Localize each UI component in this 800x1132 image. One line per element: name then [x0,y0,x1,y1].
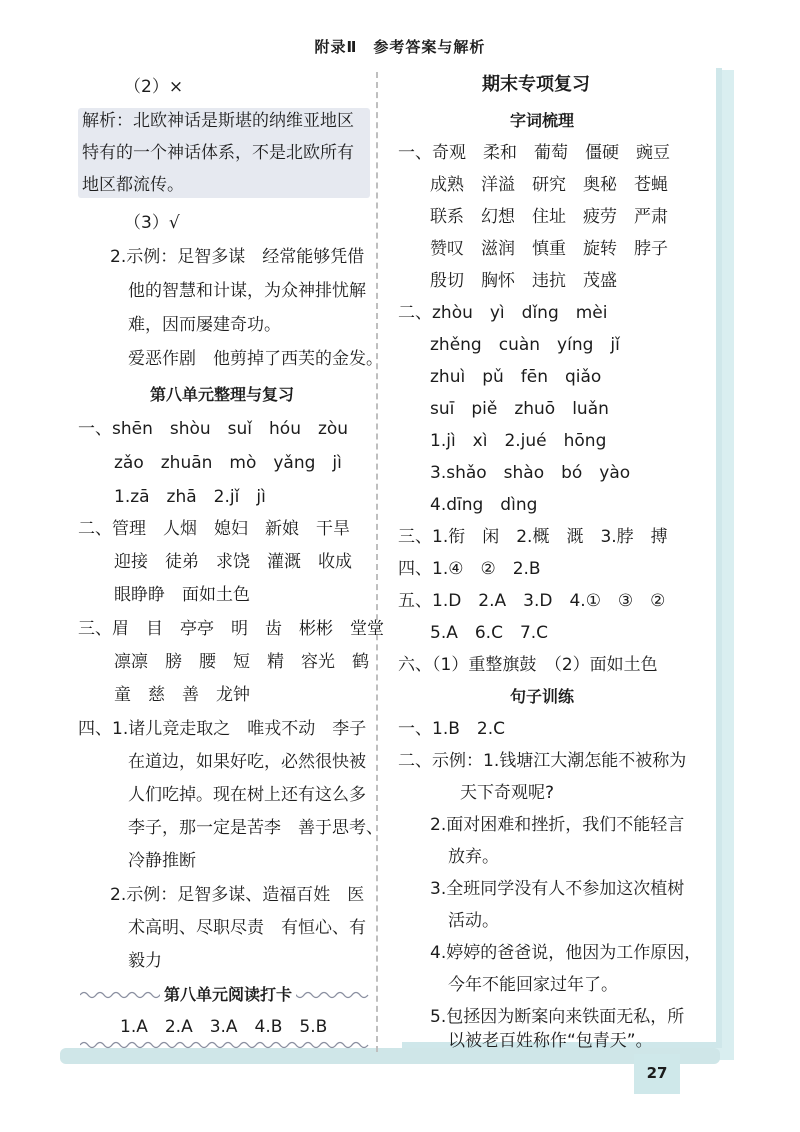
answer-line: 3.全班同学没有人不参加这次植树 [430,879,685,899]
example-line: 2.示例：足智多谋 经常能够凭借 [110,247,365,267]
answer-line: 四、1.④ ② 2.B [398,559,541,579]
right-title: 期末专项复习 [482,74,590,95]
answer-line: 1.zā zhā 2.jǐ jì [114,487,266,507]
answer-line: 迎接 徒弟 求饶 灌溉 收成 [114,552,352,572]
answer-line: 3.shǎo shào bó yào [430,463,631,483]
answer-line: 5.包拯因为断案向来铁面无私，所 [430,1007,685,1027]
answer-line: suī piě zhuō luǎn [430,399,609,419]
answer-line: 二、管理 人烟 媳妇 新娘 干旱 [78,519,350,539]
answer-line: 一、奇观 柔和 葡萄 僵硬 豌豆 [398,143,670,163]
answer-line: 成熟 洋溢 研究 奥秘 苍蝇 [430,175,668,195]
answer-line: 一、shēn shòu suǐ hóu zòu [78,419,349,439]
example-line: 难，因而屡建奇功。 [128,315,281,335]
answer-line: 1.jì xì 2.jué hōng [430,431,607,451]
wavy-divider [80,1040,372,1050]
answer-line: 天下奇观呢? [460,783,555,803]
answer-line: 冷静推断 [128,851,196,871]
answer-line: 殷切 胸怀 违抗 茂盛 [430,271,617,291]
answer-line: 童 慈 善 龙钟 [114,685,250,705]
answer-line: 五、1.D 2.A 3.D 4.① ③ ② [398,591,666,611]
answer-line: 今年不能回家过年了。 [448,975,618,995]
answer-line: 二、示例：1.钱塘江大潮怎能不被称为 [398,751,687,771]
analysis-line: 特有的一个神话体系，不是北欧所有 [82,143,354,163]
answer-line: 活动。 [448,911,499,931]
answer-line: 2.示例：足智多谋、造福百姓 医 [110,885,365,905]
answer-line: 4.婷婷的爸爸说，他因为工作原因， [430,943,702,963]
page-header: 附录Ⅱ 参考答案与解析 [314,38,486,56]
answer-line: zǎo zhuān mò yǎng jì [114,453,342,473]
reading-title: 第八单元阅读打卡 [160,984,296,1006]
answer-line: 六、（1）重整旗鼓 （2）面如土色 [398,655,658,675]
answer-line: 三、眉 目 亭亭 明 齿 彬彬 堂堂 [78,619,384,639]
analysis-line: 解析：北欧神话是斯堪的纳维亚地区 [82,111,354,131]
analysis-line: 地区都流传。 [82,175,184,195]
answer-line: 术高明、尽职尽责 有恒心、有 [128,918,366,938]
answer-item: （2）× [124,77,184,97]
answer-line: 三、1.衔 闲 2.概 溉 3.脖 搏 [398,527,668,547]
reading-answers: 1.A 2.A 3.A 4.B 5.B [120,1017,328,1037]
answer-line: 毅力 [128,951,162,971]
section-title: 第八单元整理与复习 [150,385,295,404]
answer-line: 2.面对困难和挫折，我们不能轻言 [430,815,685,835]
example-line: 爱恶作剧 他剪掉了西芙的金发。 [128,349,383,369]
answer-line: 二、zhòu yì dǐng mèi [398,303,608,323]
answer-line: 4.dīng dìng [430,495,538,515]
subsection-title: 字词梳理 [510,111,575,130]
answer-item: （3）√ [124,213,180,233]
answer-line: zhuì pǔ fēn qiǎo [430,367,602,387]
answer-line: 凛凛 膀 腰 短 精 容光 鹤 [114,652,369,672]
answer-line: 一、1.B 2.C [398,719,505,739]
answer-line: 在道边，如果好吃，必然很快被 [128,752,366,772]
answer-line: 四、1.诸儿竞走取之 唯戎不动 李子 [78,719,367,739]
answer-line: 人们吃掉。现在树上还有这么多 [128,785,366,805]
example-line: 他的智慧和计谋，为众神排忧解 [128,281,366,301]
answer-line: 5.A 6.C 7.C [430,623,549,643]
answer-line: 以被老百姓称作“包青天”。 [448,1031,653,1051]
answer-line: 李子，那一定是苦李 善于思考、 [128,818,383,838]
answer-line: 联系 幻想 住址 疲劳 严肃 [430,207,668,227]
answer-line: 放弃。 [448,847,499,867]
page-number: 27 [634,1054,680,1094]
answer-line: 赞叹 滋润 慎重 旋转 脖子 [430,239,668,259]
column-divider [376,72,378,1052]
answer-line: zhěng cuàn yíng jǐ [430,335,620,355]
answer-line: 眼睁睁 面如土色 [114,585,250,605]
subsection-title: 句子训练 [510,687,575,706]
